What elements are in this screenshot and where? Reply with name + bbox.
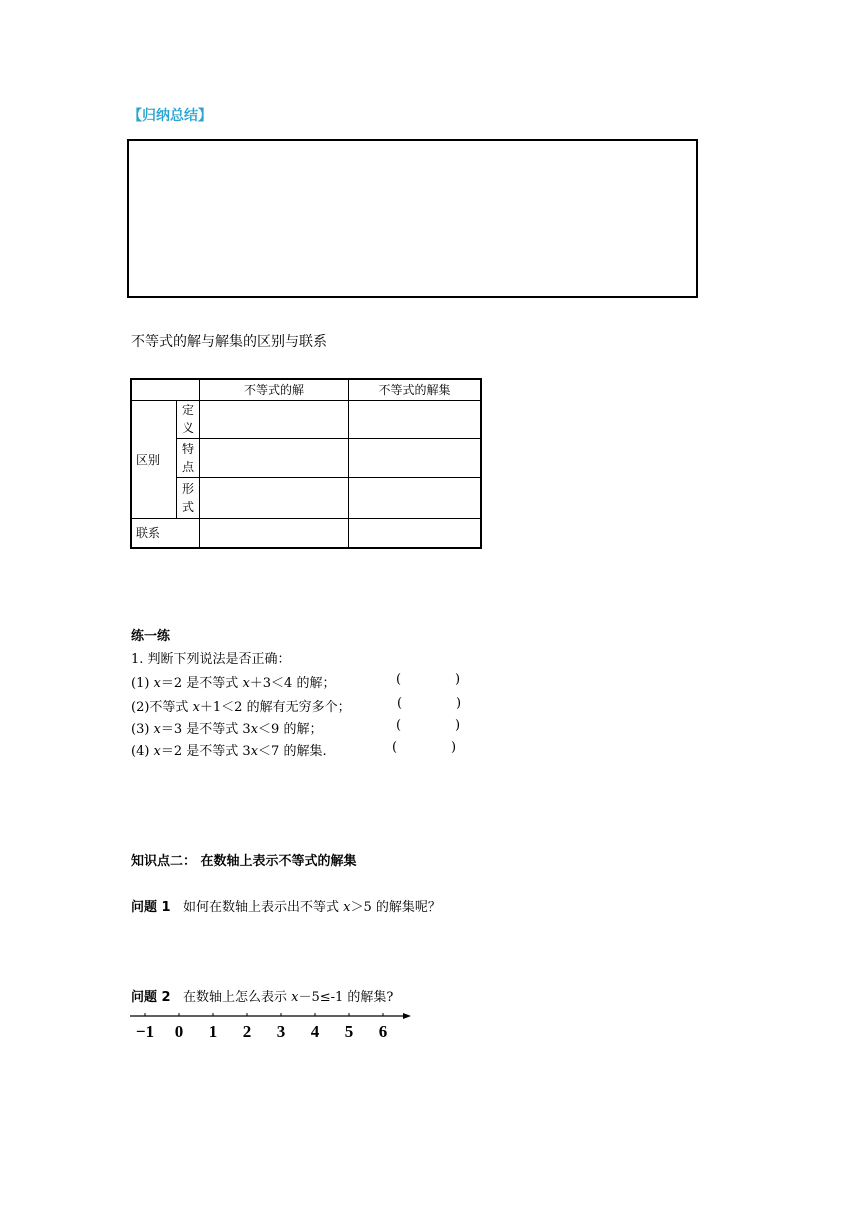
- answer-paren-close: ): [455, 718, 461, 733]
- question-2: 问题 2 在数轴上怎么表示 x－5≤-1 的解集?: [131, 990, 394, 1005]
- answer-paren-open: (: [392, 740, 398, 755]
- question-1-label: 问题 1: [131, 900, 171, 915]
- table-cell: [349, 400, 482, 438]
- table-cell: [200, 400, 349, 438]
- answer-paren-open: (: [396, 718, 402, 733]
- row-label-feature: 特点: [177, 438, 200, 477]
- table-cell: [349, 438, 482, 477]
- summary-heading: 【归纳总结】: [128, 108, 212, 124]
- number-line-arrow-icon: [403, 1013, 411, 1019]
- comparison-table: [130, 378, 482, 549]
- row-label-form: 形式: [177, 477, 200, 518]
- answer-paren-open: (: [397, 696, 403, 711]
- answer-paren-close: ): [455, 672, 461, 687]
- number-line-label: 0: [174, 1022, 184, 1041]
- number-line-label: 1: [208, 1022, 218, 1041]
- group-label-difference: 区别: [131, 400, 177, 518]
- number-line-label: 2: [242, 1022, 252, 1041]
- number-line-label: −1: [135, 1022, 155, 1041]
- table-cell: [200, 477, 349, 518]
- answer-paren-close: ): [456, 696, 462, 711]
- table-cell: [349, 477, 482, 518]
- number-line-label: 3: [276, 1022, 286, 1041]
- row-label-definition: 定义: [177, 400, 200, 438]
- practice-item-2: (2)不等式 x＋1＜2 的解有无穷多个；: [131, 700, 351, 715]
- col-header-solution-set: 不等式的解集: [349, 379, 482, 400]
- table-cell: [349, 518, 482, 548]
- comparison-title: 不等式的解与解集的区别与联系: [131, 334, 327, 350]
- practice-item-1: (1) x＝2 是不等式 x＋3＜4 的解；: [131, 676, 336, 691]
- practice-item-4: (4) x＝2 是不等式 3x＜7 的解集.: [131, 744, 327, 759]
- number-line-label: 6: [378, 1022, 388, 1041]
- question-2-label: 问题 2: [131, 990, 171, 1005]
- practice-item-3: (3) x＝3 是不等式 3x＜9 的解；: [131, 722, 323, 737]
- row-label-relation: 联系: [131, 518, 200, 548]
- table-corner-cell: [131, 379, 200, 400]
- table-cell: [200, 518, 349, 548]
- number-line: [128, 1008, 418, 1048]
- table-cell: [200, 438, 349, 477]
- practice-intro: 1. 判断下列说法是否正确：: [131, 652, 291, 667]
- knowledge-point-2-title: 知识点二： 在数轴上表示不等式的解集: [131, 854, 357, 869]
- summary-box: [127, 139, 698, 298]
- number-line-label: 4: [310, 1022, 320, 1041]
- number-line-label: 5: [344, 1022, 354, 1041]
- col-header-solution: 不等式的解: [200, 379, 349, 400]
- answer-paren-open: (: [396, 672, 402, 687]
- question-1: 问题 1 如何在数轴上表示出不等式 x＞5 的解集呢？: [131, 900, 441, 915]
- practice-title: 练一练: [131, 629, 171, 644]
- answer-paren-close: ): [451, 740, 457, 755]
